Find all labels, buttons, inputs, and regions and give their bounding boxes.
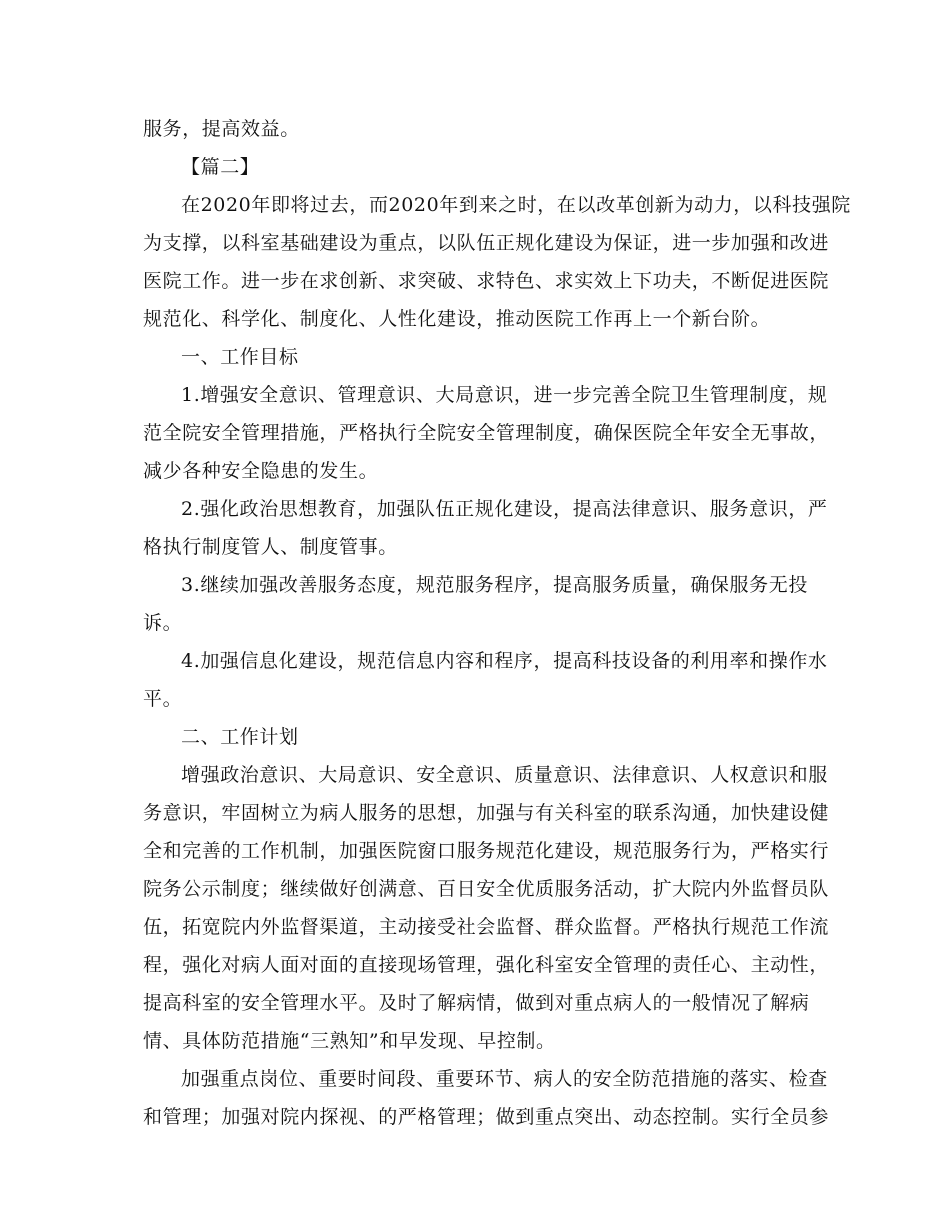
section-heading: 【篇二】: [181, 156, 260, 178]
text-line: 4.加强信息化建设，规范信息内容和程序，提高科技设备的利用率和操作水: [181, 650, 828, 672]
text-line: 在2020年即将过去，而2020年到来之时，在以改革创新为动力，以科技强院: [181, 194, 851, 216]
text-line: 伍，拓宽院内外监督渠道，主动接受社会监督、群众监督。严格执行规范工作流: [143, 916, 830, 938]
text-line: 3.继续加强改善服务态度，规范服务程序，提高服务质量，确保服务无投: [181, 574, 808, 596]
text-line: 程，强化对病人面对面的直接现场管理，强化科室安全管理的责任心、主动性，: [143, 954, 830, 976]
section-heading: 一、工作目标: [181, 346, 299, 368]
text-line: 平。: [143, 688, 183, 710]
text-line: 全和完善的工作机制，加强医院窗口服务规范化建设，规范服务行为，严格实行: [143, 840, 830, 862]
section-heading: 二、工作计划: [181, 726, 299, 748]
text-line: 规范化、科学化、制度化、人性化建设，推动医院工作再上一个新台阶。: [143, 308, 771, 330]
text-line: 提高科室的安全管理水平。及时了解病情，做到对重点病人的一般情况了解病: [143, 992, 810, 1014]
text-line: 范全院安全管理措施，严格执行全院安全管理制度，确保医院全年安全无事故，: [143, 422, 830, 444]
text-line: 为支撑，以科室基础建设为重点，以队伍正规化建设为保证，进一步加强和改进: [143, 232, 830, 254]
text-line: 加强重点岗位、重要时间段、重要环节、病人的安全防范措施的落实、检查: [181, 1068, 828, 1090]
text-line: 服务，提高效益。: [143, 118, 300, 140]
text-line: 减少各种安全隐患的发生。: [143, 460, 379, 482]
text-line: 院务公示制度；继续做好创满意、百日安全优质服务活动，扩大院内外监督员队: [143, 878, 830, 900]
text-line: 和管理；加强对院内探视、的严格管理；做到重点突出、动态控制。实行全员参: [143, 1106, 830, 1128]
text-line: 2.强化政治思想教育，加强队伍正规化建设，提高法律意识、服务意识，严: [181, 498, 828, 520]
text-line: 医院工作。进一步在求创新、求突破、求特色、求实效上下功夫，不断促进医院: [143, 270, 830, 292]
text-line: 增强政治意识、大局意识、安全意识、质量意识、法律意识、人权意识和服: [181, 764, 828, 786]
text-line: 诉。: [143, 612, 183, 634]
text-line: 1.增强安全意识、管理意识、大局意识，进一步完善全院卫生管理制度，规: [181, 384, 828, 406]
text-line: 务意识，牢固树立为病人服务的思想，加强与有关科室的联系沟通，加快建设健: [143, 802, 830, 824]
text-line: 格执行制度管人、制度管事。: [143, 536, 398, 558]
text-line: 情、具体防范措施“三熟知”和早发现、早控制。: [143, 1030, 556, 1052]
